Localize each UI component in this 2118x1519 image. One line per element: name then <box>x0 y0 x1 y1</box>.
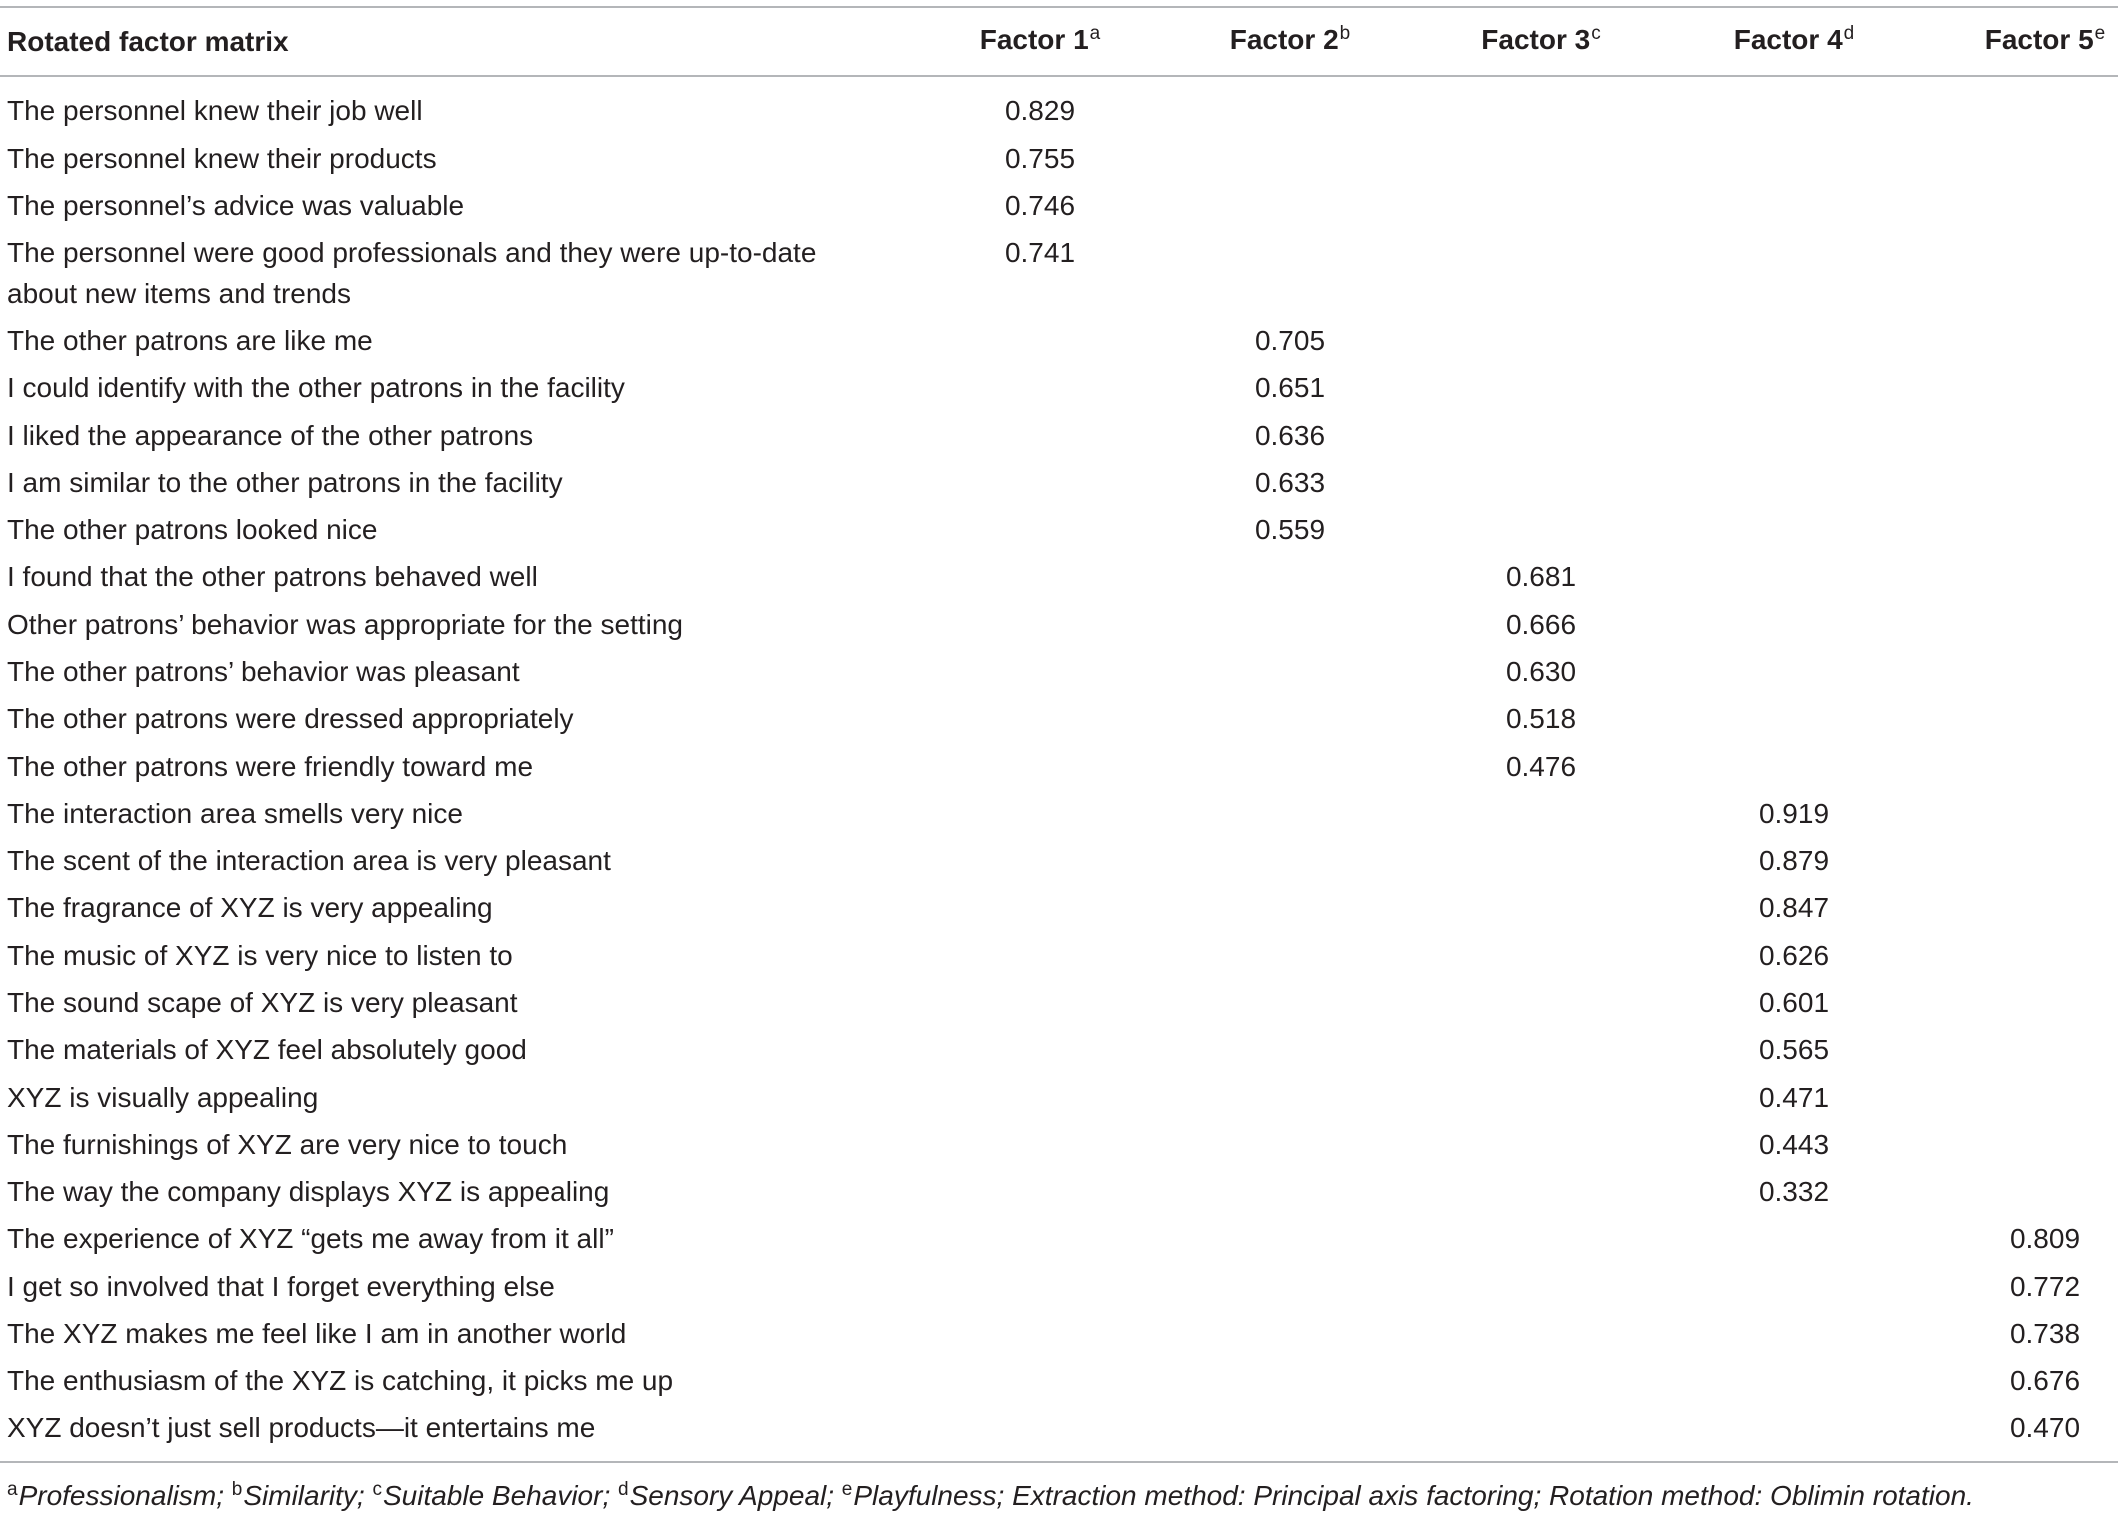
table-row <box>0 838 2118 885</box>
table-row <box>0 1311 2118 1358</box>
loading-cell-factor-2: 0.705 <box>1254 325 1326 357</box>
table-row <box>0 183 2118 230</box>
table-row <box>0 230 2118 318</box>
header-title: Rotated factor matrix <box>7 25 289 57</box>
table-row <box>0 459 2118 506</box>
item-cell: Other patrons’ behavior was appropriate for the setting <box>7 608 684 640</box>
footnote-marker: b <box>231 1479 243 1500</box>
table-row <box>0 1074 2118 1121</box>
footnote-note-text: Suitable Behavior; <box>382 1480 611 1511</box>
item-cell: The personnel knew their job well <box>7 95 423 127</box>
item-cell: I get so involved that I forget everything else <box>7 1270 555 1302</box>
header-factor-label: Factor 1 <box>979 23 1089 55</box>
loading-cell-factor-5: 0.470 <box>2009 1412 2081 1444</box>
item-cell: The other patrons were friendly toward me <box>7 750 534 782</box>
loading-cell-factor-3: 0.681 <box>1505 561 1577 593</box>
item-cell: The fragrance of XYZ is very appealing <box>7 892 493 924</box>
item-cell: The other patrons’ behavior was pleasant <box>7 655 520 687</box>
item-cell: The sound scape of XYZ is very pleasant <box>7 986 518 1018</box>
table-row <box>0 696 2118 743</box>
table-row <box>0 318 2118 365</box>
item-cell: I am similar to the other patrons in the facility <box>7 466 563 498</box>
item-cell: I could identify with the other patrons in the facility <box>7 372 625 404</box>
table-row <box>0 554 2118 601</box>
footnote-marker: c <box>372 1479 382 1500</box>
loading-cell-factor-5: 0.772 <box>2009 1270 2081 1302</box>
header-factor-label: Factor 2 <box>1229 23 1339 55</box>
loading-cell-factor-4: 0.879 <box>1758 845 1830 877</box>
header-factor-1 <box>915 23 1165 61</box>
footnote-methods: Extraction method: Principal axis factoring; Rotation method: Oblimin rotation. <box>1012 1480 1974 1511</box>
item-cell: The music of XYZ is very nice to listen to <box>7 939 513 971</box>
loading-cell-factor-1: 0.746 <box>1004 189 1076 221</box>
header-factor-5 <box>1921 23 2118 61</box>
footnote-notes <box>7 1480 1012 1511</box>
table-row <box>0 1358 2118 1405</box>
table-footnote <box>7 1479 1974 1517</box>
loading-cell-factor-5: 0.676 <box>2009 1365 2081 1397</box>
item-cell: XYZ doesn’t just sell products—it entertains me <box>7 1412 596 1444</box>
rotated-factor-matrix-table <box>0 6 2118 1463</box>
item-cell: The other patrons are like me <box>7 325 373 357</box>
header-factor-marker: e <box>2094 22 2106 44</box>
item-cell: The other patrons were dressed appropriately <box>7 703 574 735</box>
table-row <box>0 649 2118 696</box>
header-factor-3 <box>1415 23 1667 61</box>
header-factor-label: Factor 5 <box>1984 23 2094 55</box>
item-cell: The other patrons looked nice <box>7 514 378 546</box>
header-factor-label: Factor 4 <box>1733 23 1843 55</box>
loading-cell-factor-5: 0.809 <box>2009 1223 2081 1255</box>
loading-cell-factor-4: 0.565 <box>1758 1034 1830 1066</box>
footnote-marker: d <box>618 1479 629 1500</box>
loading-cell-factor-1: 0.741 <box>1004 237 1076 269</box>
loading-cell-factor-2: 0.651 <box>1254 372 1326 404</box>
table-row <box>0 980 2118 1027</box>
item-cell: The scent of the interaction area is very pleasant <box>7 845 611 877</box>
footnote-note-text: Playfulness; <box>853 1480 1005 1511</box>
loading-cell-factor-4: 0.471 <box>1758 1081 1830 1113</box>
item-cell: I liked the appearance of the other patrons <box>7 419 534 451</box>
footnote-marker: e <box>841 1479 853 1500</box>
table-row <box>0 1169 2118 1216</box>
table-row <box>0 1121 2118 1168</box>
item-cell: The personnel were good professionals and they were up-to-date about new items and trends <box>7 237 817 309</box>
table-row <box>0 135 2118 182</box>
header-factor-marker: b <box>1339 22 1351 44</box>
item-cell: The experience of XYZ “gets me away from it all” <box>7 1223 614 1255</box>
item-cell: The interaction area smells very nice <box>7 797 463 829</box>
loading-cell-factor-2: 0.633 <box>1254 466 1326 498</box>
table-row <box>0 790 2118 837</box>
item-cell: The furnishings of XYZ are very nice to touch <box>7 1128 568 1160</box>
header-factor-marker: d <box>1843 22 1855 44</box>
table-row <box>0 507 2118 554</box>
item-cell: The enthusiasm of the XYZ is catching, it picks me up <box>7 1365 674 1397</box>
item-cell: The personnel knew their products <box>7 142 437 174</box>
table-row <box>0 1216 2118 1263</box>
table-row <box>0 88 2118 135</box>
loading-cell-factor-4: 0.601 <box>1758 986 1830 1018</box>
table-row <box>0 1263 2118 1310</box>
footnote-note-text: Similarity; <box>243 1480 365 1511</box>
table-body <box>0 77 2118 1463</box>
header-factor-marker: c <box>1591 22 1601 44</box>
loading-cell-factor-4: 0.626 <box>1758 939 1830 971</box>
item-cell: The XYZ makes me feel like I am in another world <box>7 1317 627 1349</box>
loading-cell-factor-3: 0.476 <box>1505 750 1577 782</box>
loading-cell-factor-1: 0.829 <box>1004 95 1076 127</box>
table-row <box>0 1027 2118 1074</box>
item-cell: XYZ is visually appealing <box>7 1081 319 1113</box>
item-cell: I found that the other patrons behaved well <box>7 561 538 593</box>
loading-cell-factor-3: 0.630 <box>1505 655 1577 687</box>
header-factor-label: Factor 3 <box>1481 23 1591 55</box>
table-row <box>0 743 2118 790</box>
loading-cell-factor-4: 0.919 <box>1758 797 1830 829</box>
footnote-marker: a <box>7 1479 18 1500</box>
table-row <box>0 601 2118 648</box>
table-row <box>0 412 2118 459</box>
loading-cell-factor-3: 0.666 <box>1505 608 1577 640</box>
table-row <box>0 365 2118 412</box>
loading-cell-factor-4: 0.847 <box>1758 892 1830 924</box>
footnote-note-text: Sensory Appeal; <box>629 1480 835 1511</box>
item-cell: The personnel’s advice was valuable <box>7 189 465 221</box>
loading-cell-factor-5: 0.738 <box>2009 1317 2081 1349</box>
loading-cell-factor-2: 0.559 <box>1254 514 1326 546</box>
item-cell: The way the company displays XYZ is appealing <box>7 1176 610 1208</box>
item-cell: The materials of XYZ feel absolutely good <box>7 1034 527 1066</box>
table-row <box>0 932 2118 979</box>
header-factor-2 <box>1165 23 1415 61</box>
table-header <box>0 6 2118 77</box>
header-factor-marker: a <box>1089 22 1101 44</box>
loading-cell-factor-1: 0.755 <box>1004 142 1076 174</box>
table-row <box>0 1405 2118 1452</box>
header-factor-4 <box>1667 23 1921 61</box>
loading-cell-factor-4: 0.332 <box>1758 1176 1830 1208</box>
loading-cell-factor-4: 0.443 <box>1758 1128 1830 1160</box>
loading-cell-factor-3: 0.518 <box>1505 703 1577 735</box>
loading-cell-factor-2: 0.636 <box>1254 419 1326 451</box>
table-row <box>0 885 2118 932</box>
footnote-note-text: Professionalism; <box>18 1480 224 1511</box>
